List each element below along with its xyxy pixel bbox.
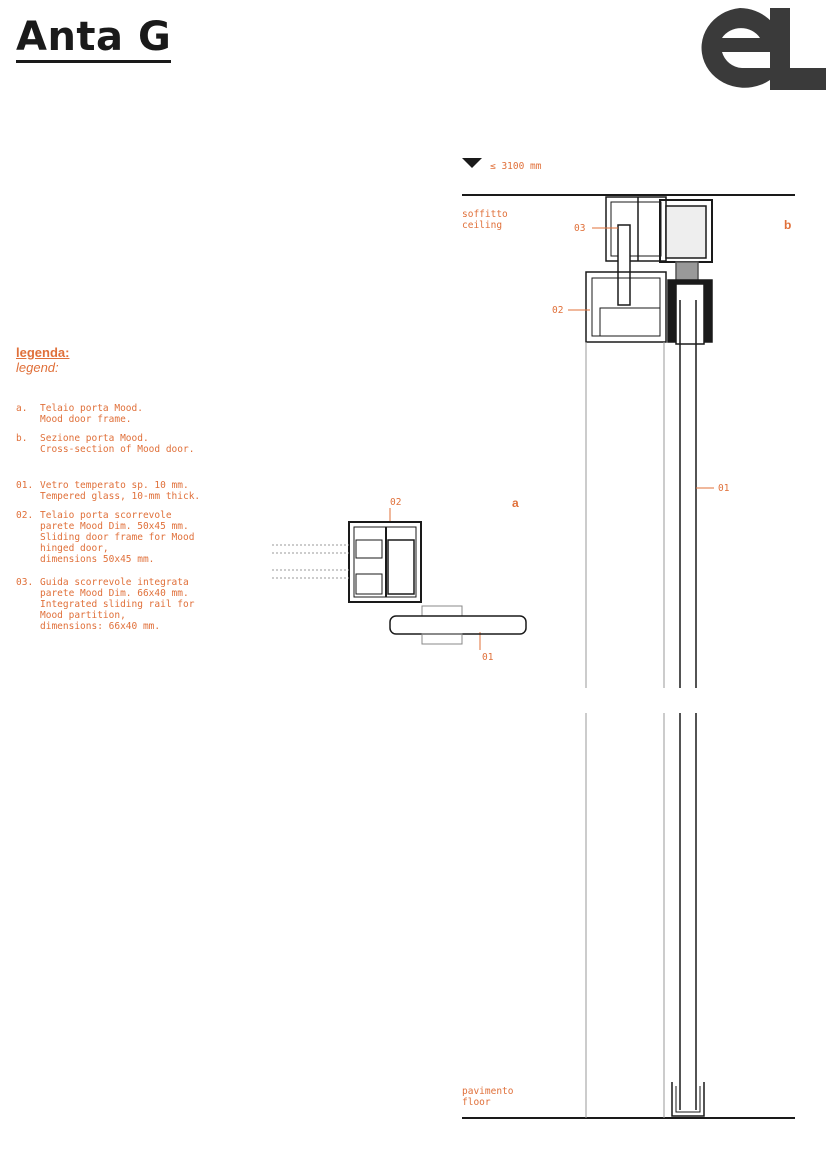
legend-key: b.: [16, 433, 28, 444]
ceiling-label: soffitto ceiling: [462, 209, 508, 231]
legend-text: Sezione porta Mood. Cross-section of Mood door.: [40, 433, 195, 455]
callout-03-b: 03: [574, 223, 586, 234]
legend-text: Telaio porta scorrevole parete Mood Dim. 50x45 mm. Sliding door frame for Mood hinged door, dimensions 50x45 mm.: [40, 510, 195, 565]
height-marker-triangle: [462, 158, 482, 168]
legend-text: Vetro temperato sp. 10 mm. Tempered glass, 10-mm thick.: [40, 480, 201, 502]
legend-text: Guida scorrevole integrata parete Mood Dim. 66x40 mm. Integrated sliding rail for Mood partition, dimensions: 66x40 mm.: [40, 577, 195, 632]
wall-profile: [586, 342, 664, 1118]
glass-plan-01: [390, 606, 526, 644]
brand-logo: [702, 8, 826, 90]
legend-key: 02.: [16, 510, 34, 521]
callout-01-b: 01: [718, 483, 730, 494]
legend-key: 01.: [16, 480, 34, 491]
legend-key: a.: [16, 403, 28, 414]
frame-section-a: [349, 522, 421, 602]
legend-title: legenda:: [16, 345, 70, 360]
legend-subtitle: legend:: [16, 360, 59, 375]
glass-panel-01: [672, 300, 704, 1116]
section-b-label: b: [784, 218, 792, 232]
floor-label: pavimento floor: [462, 1086, 514, 1108]
door-frame-02: [586, 272, 712, 344]
callout-02-a: 02: [390, 497, 402, 508]
legend-key: 03.: [16, 577, 34, 588]
section-a-label: a: [512, 496, 519, 510]
callout-01-a: 01: [482, 652, 494, 663]
page-title: Anta G: [16, 14, 171, 63]
callout-02-b: 02: [552, 305, 564, 316]
height-label: ≤ 3100 mm: [490, 161, 542, 172]
legend-text: Telaio porta Mood. Mood door frame.: [40, 403, 143, 425]
